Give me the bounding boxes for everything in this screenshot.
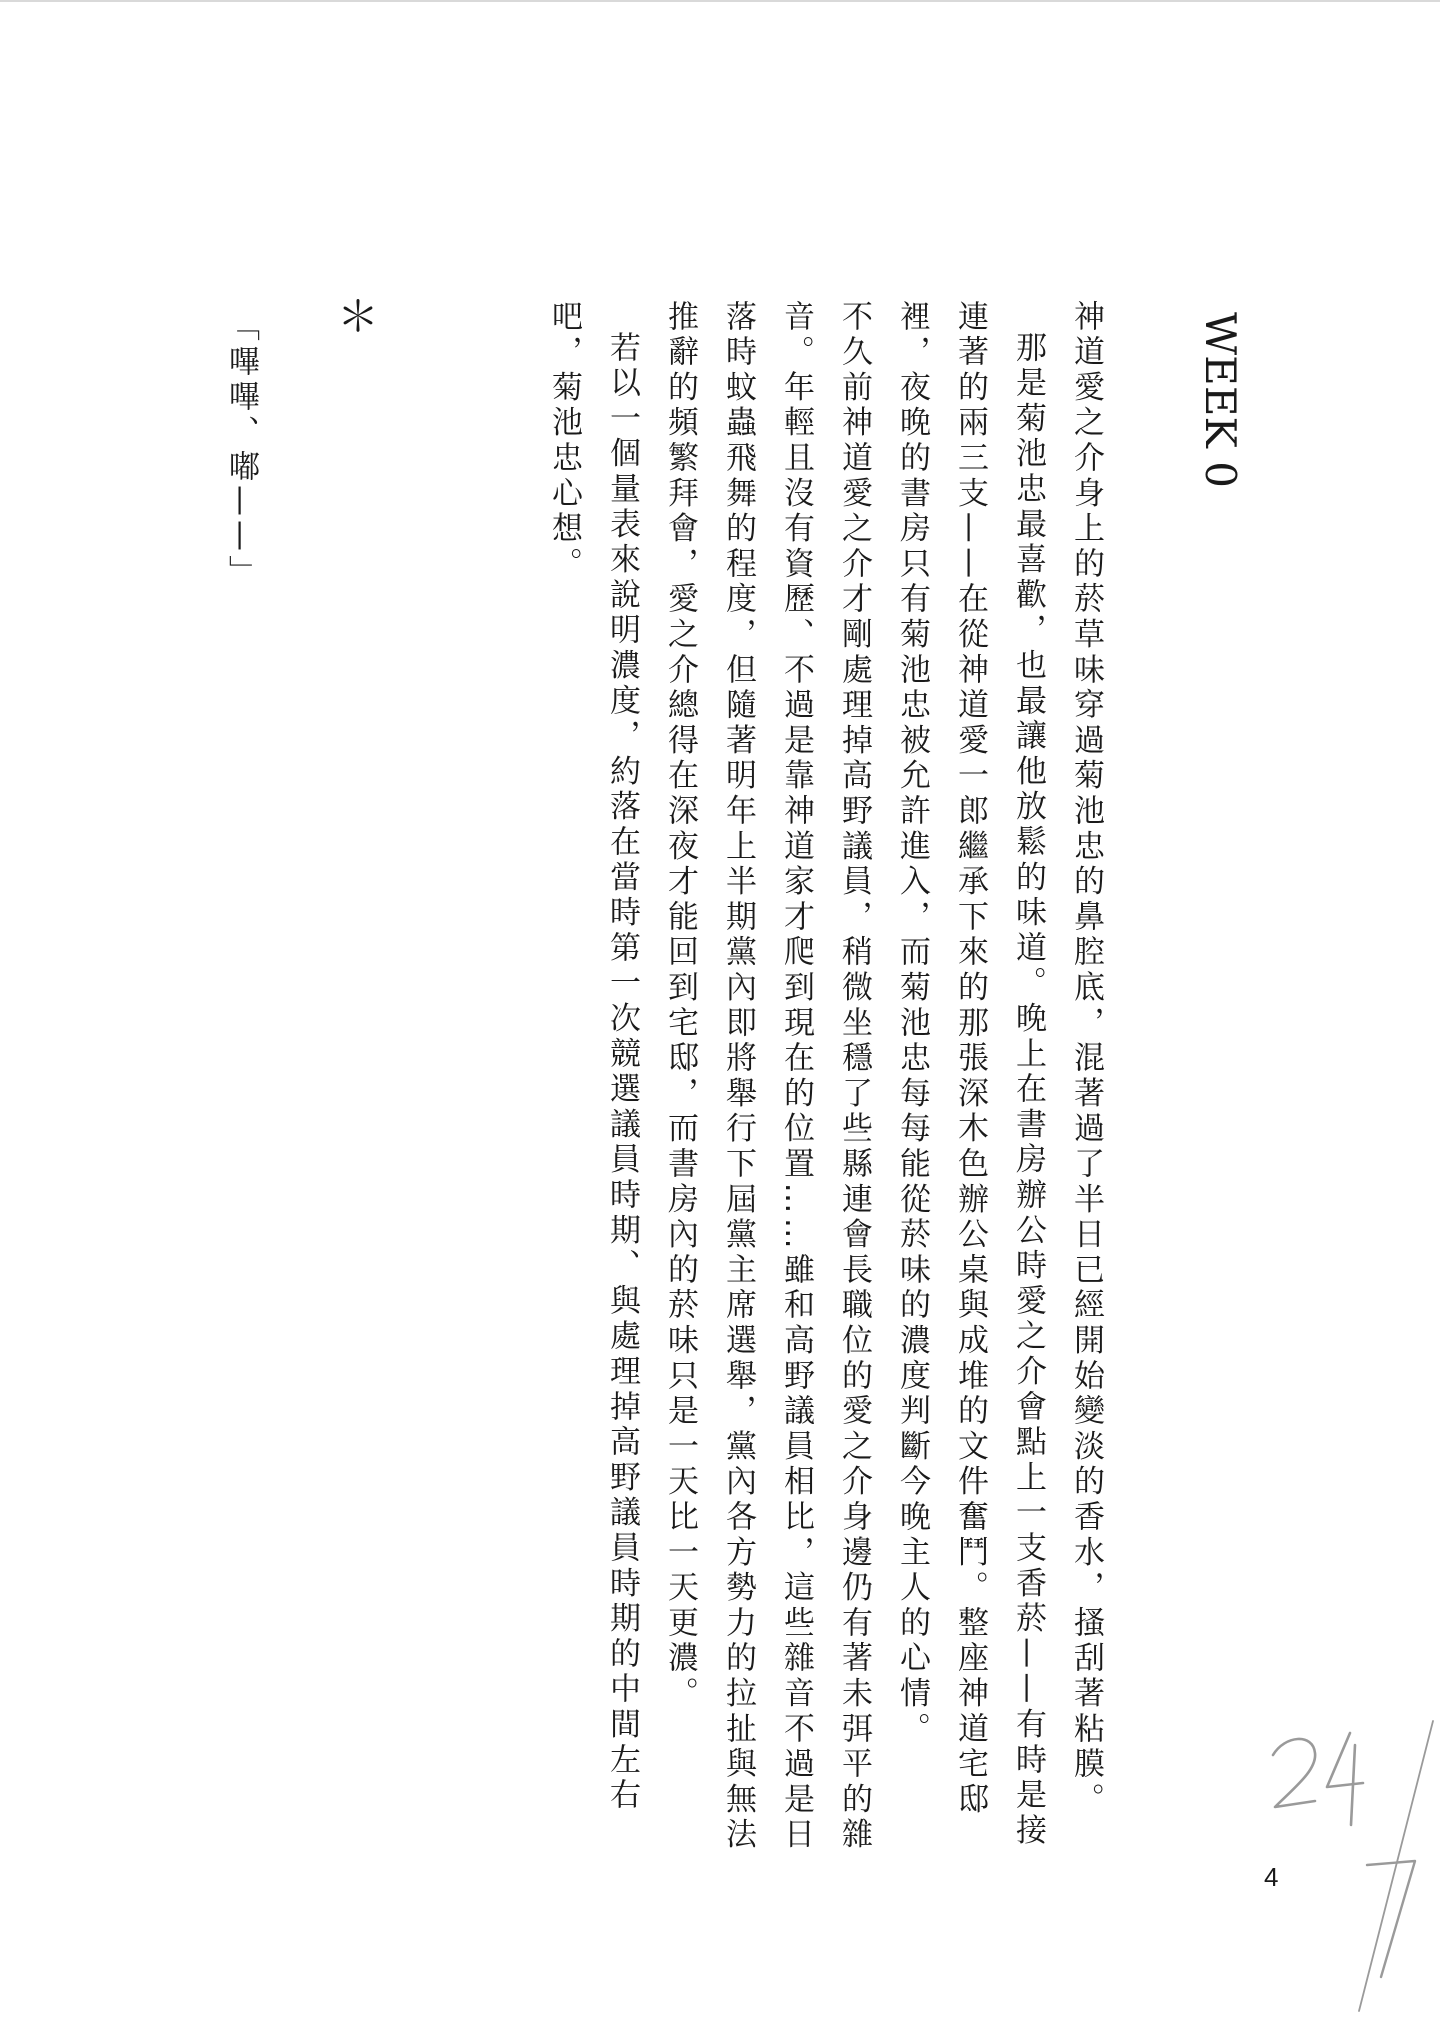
section-separator: ＊ (337, 292, 380, 341)
page-number: 4 (1264, 1862, 1279, 1892)
paragraph-2: 那是菊池忠最喜歡，也最讓他放鬆的味道。晚上在書房辦公時愛之介會點上一支香菸——有時是接連著的兩三支——在從神道愛一郎繼承下來的那張深木色辦公桌與成堆的文件奮鬥。整座神道宅邸裡，夜晚的書房只有菊池忠被允許進入，而菊池忠每每能從菸味的濃度判斷今晚主人的心情。 (894, 300, 1046, 1849)
paragraph-3: 不久前神道愛之介才剛處理掉高野議員，稍微坐穩了些縣連會長職位的愛之介身邊仍有著未弭平的雜音。年輕且沒有資歷、不過是靠神道家才爬到現在的位置……雖和高野議員相比，這些雜音不過是日落時蚊蟲飛舞的程度，但隨著明年上半期黨內即將舉行下屆黨主席選舉，黨內各方勢力的拉扯與無法推辭的頻繁拜會，愛之介總得在深夜才能回到宅邸，而書房內的菸味只是一天比一天更濃。 (662, 300, 872, 1854)
logo-24-7-mark (1255, 1715, 1440, 2015)
paragraph-1: 神道愛之介身上的菸草味穿過菊池忠的鼻腔底，混著過了半日已經開始變淡的香水，搔刮著粘膜。 (1068, 300, 1104, 1818)
paragraph-4: 若以一個量表來說明濃度，約落在當時第一次競選議員時期、與處理掉高野議員時期的中間左右吧，菊池忠心想。 (546, 300, 640, 1814)
page-top-edge (0, 0, 1440, 2)
chapter-title: WEEK 0 (1196, 312, 1245, 488)
body-text (535, 300, 1115, 1860)
dialogue-line: 「嗶嗶、嘟——」 (223, 310, 259, 590)
